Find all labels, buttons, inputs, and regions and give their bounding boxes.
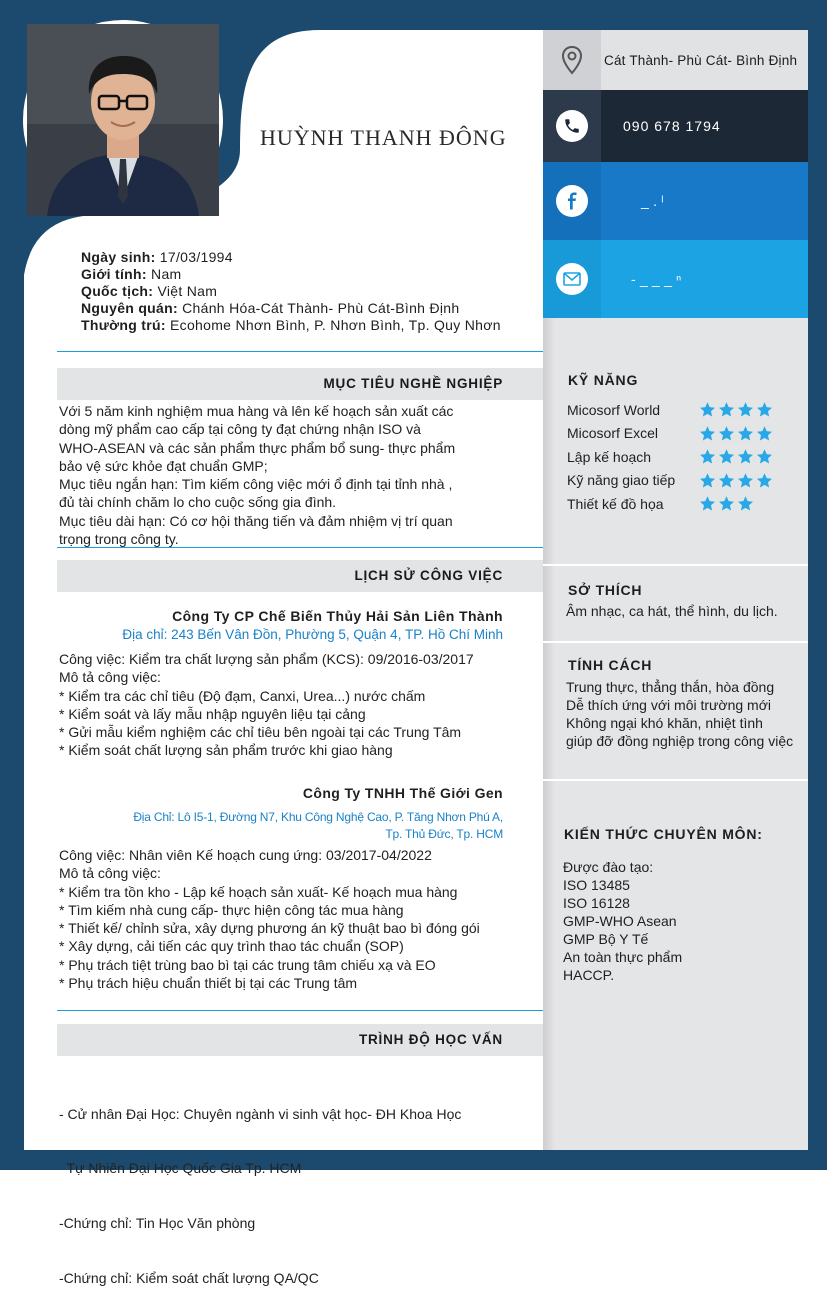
job-address: Địa Chỉ: Lô I5-1, Đường N7, Khu Công Nghệ Cao, P. Tăng Nhơn Phú A, bbox=[133, 810, 503, 824]
sidebar-divider bbox=[543, 641, 808, 643]
info-value: Chánh Hóa-Cát Thành- Phù Cát-Bình Định bbox=[182, 300, 460, 316]
section-education-title: TRÌNH ĐỘ HỌC VẤN bbox=[57, 1024, 543, 1056]
skill-rating bbox=[699, 401, 773, 418]
text-line: -Chứng chỉ: Kiểm soát chất lượng QA/QC bbox=[59, 1270, 319, 1287]
text-line: * Thiết kế/ chỉnh sửa, xây dựng phương án kỹ thuật bao bì đóng gói bbox=[59, 920, 480, 937]
text-line: dòng mỹ phẩm cao cấp tại công ty đạt chứng nhận ISO và bbox=[59, 421, 421, 438]
text-line: Mục tiêu ngắn hạn: Tìm kiếm công việc mới ổ định tại tỉnh nhà , bbox=[59, 476, 453, 493]
avatar bbox=[23, 20, 223, 220]
email-icon-cell bbox=[543, 240, 601, 318]
education-text bbox=[59, 1068, 529, 1306]
star-icon bbox=[756, 472, 773, 489]
section-objective-title: MỤC TIÊU NGHỀ NGHIỆP bbox=[57, 368, 543, 400]
star-icon bbox=[699, 448, 716, 465]
text-line: * Xây dựng, cải tiến các quy trình thao tác chuẩn (SOP) bbox=[59, 938, 404, 955]
page-frame-right bbox=[807, 0, 827, 1170]
personal-info bbox=[81, 249, 501, 334]
job-address: Địa chỉ: 243 Bến Vân Đồn, Phường 5, Quận 4, TP. Hồ Chí Minh bbox=[122, 627, 503, 642]
facebook-text[interactable]: _ . ˡ bbox=[641, 193, 664, 209]
skill-rating bbox=[699, 495, 754, 512]
skill-name: Lập kế hoạch bbox=[567, 448, 652, 465]
text-line: * Phụ trách hiệu chuẩn thiết bị tại các Trung tâm bbox=[59, 975, 358, 992]
text-line: Công việc: Nhân viên Kế hoạch cung ứng: 03/2017-04/2022 bbox=[59, 847, 432, 863]
text-line: -Chứng chỉ: Tin Học Văn phòng bbox=[59, 1215, 256, 1232]
knowledge-title: KIẾN THỨC CHUYÊN MÔN: bbox=[564, 826, 763, 842]
star-icon bbox=[699, 495, 716, 512]
text-line: Tự Nhiên Đại Học Quốc Gia Tp. HCM bbox=[59, 1160, 302, 1177]
info-label: Ngày sinh: bbox=[81, 249, 156, 265]
job-company: Công Ty CP Chế Biến Thủy Hải Sản Liên Thành bbox=[172, 608, 503, 624]
section-work-title: LỊCH SỬ CÔNG VIỆC bbox=[57, 560, 543, 592]
divider bbox=[57, 547, 543, 548]
objective-text bbox=[59, 402, 529, 548]
info-label: Giới tính: bbox=[81, 266, 147, 282]
hobbies-text: Âm nhạc, ca hát, thể hình, du lịch. bbox=[566, 603, 778, 619]
text-line: * Kiểm tra các chỉ tiêu (Độ đạm, Canxi, Urea...) nước chấm bbox=[59, 687, 426, 704]
contact-address bbox=[543, 30, 808, 90]
text-line: Mục tiêu dài hạn: Có cơ hội thăng tiến và đảm nhiệm vị trí quan bbox=[59, 512, 453, 529]
personality-title: TÍNH CÁCH bbox=[568, 657, 653, 673]
star-icon bbox=[756, 401, 773, 418]
skill-row bbox=[567, 422, 797, 446]
text-line: ISO 13485 bbox=[563, 877, 630, 893]
info-row bbox=[81, 266, 501, 283]
info-value: Ecohome Nhơn Bình, P. Nhơn Bình, Tp. Quy Nhơn bbox=[170, 317, 501, 333]
address-text: Cát Thành- Phù Cát- Bình Định bbox=[604, 52, 798, 68]
text-line: * Kiểm soát và lấy mẫu nhập nguyên liệu tại cảng bbox=[59, 705, 366, 722]
star-icon bbox=[718, 448, 735, 465]
knowledge-text bbox=[563, 858, 682, 984]
text-line: * Gửi mẫu kiểm nghiệm các chỉ tiêu bên ngoài tại các Trung Tâm bbox=[59, 724, 462, 741]
info-label: Nguyên quán: bbox=[81, 300, 178, 316]
text-line: * Tìm kiếm nhà cung cấp- thực hiện công tác mua hàng bbox=[59, 901, 404, 918]
skill-row bbox=[567, 492, 797, 516]
phone-text: 090 678 1794 bbox=[623, 118, 721, 134]
job-description bbox=[59, 846, 529, 992]
hobbies-title: SỞ THÍCH bbox=[568, 582, 643, 598]
text-line: bảo vệ sức khỏe đạt chuẩn GMP; bbox=[59, 457, 268, 474]
star-icon bbox=[756, 448, 773, 465]
text-line: Với 5 năm kinh nghiệm mua hàng và lên kế hoạch sản xuất các bbox=[59, 403, 454, 419]
location-icon bbox=[543, 30, 601, 90]
star-icon bbox=[718, 401, 735, 418]
skill-name: Thiết kế đồ họa bbox=[567, 495, 664, 512]
email-text[interactable]: - _ _ _ ⁿ bbox=[631, 271, 682, 287]
sidebar-divider bbox=[543, 564, 808, 566]
info-row bbox=[81, 283, 501, 300]
info-label: Quốc tịch: bbox=[81, 283, 154, 299]
personality-text bbox=[566, 678, 793, 750]
info-label: Thường trú: bbox=[81, 317, 166, 333]
star-icon bbox=[737, 401, 754, 418]
text-line: ISO 16128 bbox=[563, 895, 630, 911]
divider bbox=[57, 1010, 543, 1011]
text-line: * Kiểm soát chất lượng sản phẩm trước khi giao hàng bbox=[59, 742, 393, 759]
text-line: WHO-ASEAN và các sản phẩm thực phẩm bổ sung- thực phẩm bbox=[59, 439, 456, 456]
contact-email bbox=[543, 240, 808, 318]
text-line: HACCP. bbox=[563, 967, 615, 983]
skill-row bbox=[567, 469, 797, 493]
info-row bbox=[81, 317, 501, 334]
text-line: Được đào tạo: bbox=[563, 859, 654, 875]
text-line: giúp đỡ đồng nghiệp trong công việc bbox=[566, 733, 794, 749]
job-description bbox=[59, 650, 529, 760]
skill-name: Micosorf Excel bbox=[567, 425, 659, 442]
info-row bbox=[81, 300, 501, 317]
text-line: GMP-WHO Asean bbox=[563, 913, 677, 929]
text-line: * Phụ trách tiệt trùng bao bì tại các trung tâm chiếu xạ và EO bbox=[59, 956, 436, 973]
skill-rating bbox=[699, 472, 773, 489]
star-icon bbox=[737, 425, 754, 442]
skills-title: KỸ NĂNG bbox=[568, 372, 639, 388]
info-row bbox=[81, 249, 501, 266]
skill-row bbox=[567, 398, 797, 422]
skill-name: Micosorf World bbox=[567, 401, 661, 418]
person-name: HUỲNH THANH ĐÔNG bbox=[260, 125, 507, 150]
text-line: * Kiểm tra tồn kho - Lập kế hoạch sản xuất- Kế hoạch mua hàng bbox=[59, 883, 458, 900]
skill-name: Kỹ năng giao tiếp bbox=[567, 472, 676, 489]
text-line: Dễ thích ứng với môi trường mới bbox=[566, 697, 772, 713]
divider bbox=[57, 351, 543, 352]
skill-row bbox=[567, 445, 797, 469]
skills-list bbox=[567, 398, 797, 516]
skill-rating bbox=[699, 448, 773, 465]
phone-icon bbox=[556, 110, 588, 142]
text-line: đủ tài chính chăm lo cho cuộc sống gia đình. bbox=[59, 494, 337, 511]
star-icon bbox=[737, 472, 754, 489]
star-icon bbox=[718, 495, 735, 512]
sidebar-divider bbox=[543, 779, 808, 781]
info-value: Nam bbox=[151, 266, 182, 282]
skill-rating bbox=[699, 425, 773, 442]
star-icon bbox=[718, 472, 735, 489]
text-line: Mô tả công việc: bbox=[59, 865, 161, 882]
contact-phone bbox=[543, 90, 808, 162]
info-value: Việt Nam bbox=[157, 283, 218, 299]
text-line: Trung thực, thẳng thắn, hòa đồng bbox=[566, 679, 775, 695]
star-icon bbox=[737, 448, 754, 465]
text-line: Không ngại khó khăn, nhiệt tình bbox=[566, 715, 763, 731]
star-icon bbox=[718, 425, 735, 442]
star-icon bbox=[699, 425, 716, 442]
star-icon bbox=[756, 425, 773, 442]
text-line: An toàn thực phẩm bbox=[563, 949, 683, 965]
sidebar-shadow bbox=[543, 318, 555, 1150]
star-icon bbox=[699, 401, 716, 418]
facebook-icon-cell bbox=[543, 162, 601, 240]
text-line: Mô tả công việc: bbox=[59, 669, 161, 686]
text-line: Công việc: Kiểm tra chất lượng sản phẩm (KCS): 09/2016-03/2017 bbox=[59, 651, 474, 667]
email-icon bbox=[556, 263, 588, 295]
phone-icon-cell bbox=[543, 90, 601, 162]
facebook-icon bbox=[556, 185, 588, 217]
job-address: Tp. Thủ Đức, Tp. HCM bbox=[385, 827, 503, 841]
text-line: - Cử nhân Đại Học: Chuyên ngành vi sinh vật học- ĐH Khoa Học bbox=[59, 1105, 462, 1122]
text-line: trọng trong công ty. bbox=[59, 531, 179, 548]
text-line: GMP Bộ Y Tế bbox=[563, 931, 649, 947]
contact-facebook bbox=[543, 162, 808, 240]
star-icon bbox=[699, 472, 716, 489]
job-company: Công Ty TNHH Thế Giới Gen bbox=[302, 785, 503, 801]
info-value: 17/03/1994 bbox=[159, 249, 233, 265]
star-icon bbox=[737, 495, 754, 512]
